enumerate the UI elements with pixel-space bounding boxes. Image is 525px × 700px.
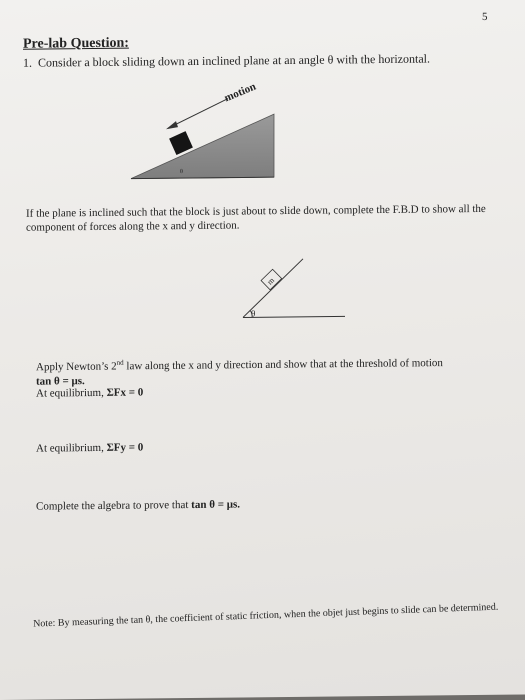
incline-ramp xyxy=(131,114,274,178)
equilibrium-y-label: At equilibrium, xyxy=(36,441,107,455)
newton-prefix: Apply Newton’s 2 xyxy=(36,360,117,374)
equilibrium-x-eq: ΣFx = 0 xyxy=(106,386,144,399)
newton-suffix: law along the x and y direction and show that at the threshold of motion xyxy=(123,357,443,373)
angle-label-2: θ xyxy=(251,308,256,319)
algebra-instruction xyxy=(36,498,240,512)
equilibrium-x-label: At equilibrium, xyxy=(36,386,107,400)
equilibrium-y-eq: ΣFy = 0 xyxy=(106,441,144,454)
fbd-instruction: If the plane is inclined such that the block is just about to slide down, complete the F.B.D to show all the component of forces along the x and y direction. xyxy=(26,202,486,234)
question-number: 1. xyxy=(23,55,32,70)
motion-arrowhead xyxy=(166,121,178,129)
tan-result: tan θ = μs. xyxy=(36,374,85,388)
newton-instruction xyxy=(36,352,496,388)
motion-label: motion xyxy=(222,80,258,105)
section-heading: Pre-lab Question: xyxy=(23,35,129,52)
fbd-ground-line xyxy=(243,316,345,317)
angle-label-1: θ xyxy=(180,169,183,176)
newton-sup: nd xyxy=(116,358,124,367)
question-text: Consider a block sliding down an inclined plane at an angle θ with the horizontal. xyxy=(38,51,430,70)
equilibrium-y xyxy=(36,441,143,454)
equilibrium-x xyxy=(36,386,143,399)
algebra-text: Complete the algebra to prove that xyxy=(36,498,192,513)
sliding-block xyxy=(169,131,193,155)
motion-arrow xyxy=(168,99,228,129)
algebra-eq: tan θ = μs. xyxy=(191,498,240,511)
mass-label: m xyxy=(265,275,277,287)
note-text: Note: By measuring the tan θ, the coefficient of static friction, when the objet just begins to slide can be determined. xyxy=(33,601,499,630)
page-number: 5 xyxy=(482,10,488,23)
